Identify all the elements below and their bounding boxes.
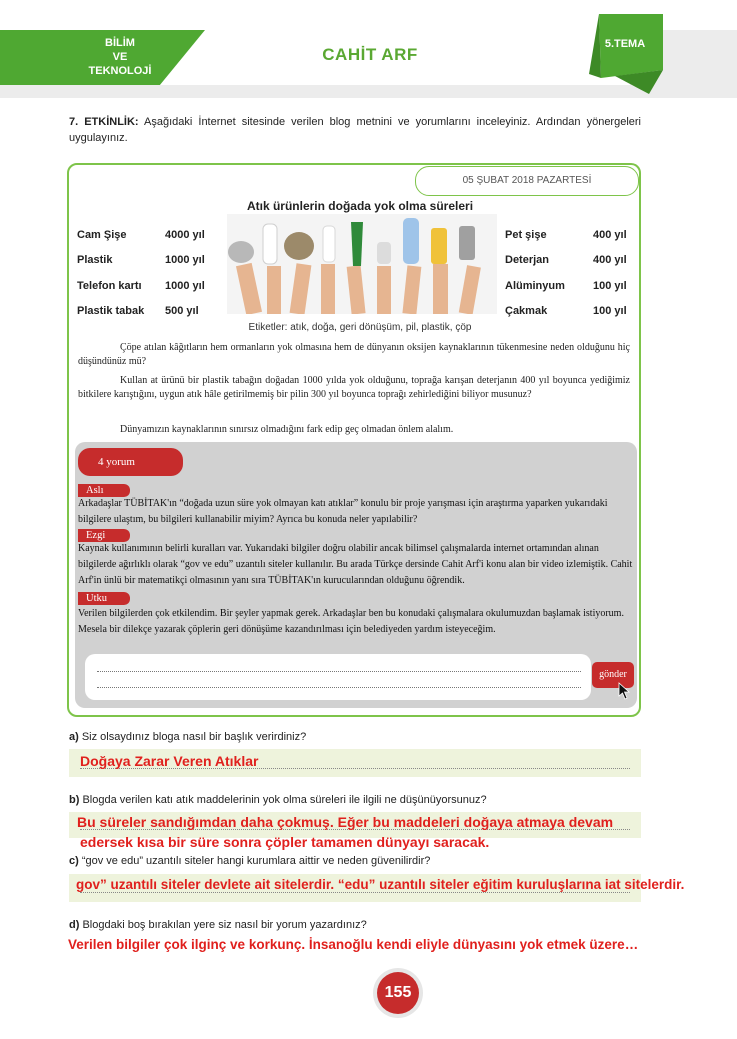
answer-text: Bu süreler sandığımdan daha çokmuş. Eğer bu maddeleri doğaya atmaya devam <box>77 814 614 830</box>
blog-paragraph: Dünyamızın kaynaklarının sınırsız olmadığını fark edip geç olmadan önlem alalım. <box>120 424 454 435</box>
question-label: c) <box>69 855 79 867</box>
question-label: a) <box>69 731 79 743</box>
blog-paragraph: Çöpe atılan kâğıtların hem ormanların yok olmasına hem de dünyanın oksijen kaynaklarının tükenmesine neden olduğunu hiç düşündünüz mü? <box>78 342 630 367</box>
header-subject <box>70 36 170 78</box>
item-label: Cam Şişe <box>77 229 127 241</box>
send-button[interactable]: gönder <box>592 662 634 688</box>
item-label: Pet şişe <box>505 229 547 241</box>
comment-author: Aslı <box>78 484 130 497</box>
comment-input[interactable] <box>85 654 591 700</box>
item-value: 100 yıl <box>593 280 627 292</box>
activity-instruction <box>69 114 641 146</box>
item-label: Plastik tabak <box>77 305 145 317</box>
item-label: Alüminyum <box>505 280 565 292</box>
header-subject-line: BİLİM <box>105 37 135 49</box>
item-value: 100 yıl <box>593 305 627 317</box>
question-a <box>69 731 629 743</box>
page-number: 155 <box>377 972 419 1014</box>
question-label: d) <box>69 919 80 931</box>
theme-flag <box>585 14 663 94</box>
waste-items-photo <box>227 214 497 314</box>
item-value: 1000 yıl <box>165 280 205 292</box>
comment-author: Ezgi <box>78 529 130 542</box>
item-value: 400 yıl <box>593 254 627 266</box>
item-label: Telefon kartı <box>77 280 142 292</box>
blog-date: 05 ŞUBAT 2018 PAZARTESİ <box>415 166 639 196</box>
question-text: Siz olsaydınız bloga nasıl bir başlık verirdiniz? <box>78 731 307 743</box>
page-title: CAHİT ARF <box>322 45 418 64</box>
theme-label: 5.TEMA <box>604 38 646 50</box>
question-text: Blogda verilen katı atık maddelerinin yok olma süreleri ile ilgili ne düşünüyorsunuz? <box>79 794 487 806</box>
item-value: 400 yıl <box>593 229 627 241</box>
question-b <box>69 794 629 806</box>
comment-text: Kaynak kullanımının belirli kuralları var. Yukarıdaki bilgiler doğru olabilir ancak bilimsel çalışmalarda internet ortamından alınan bilgilerde ağırlıklı olarak “gov ve edu” uzantılı siteler kullanılır. Bu arada Türkçe dersinde Cahit Arf'i konu alan bir video izlemiştik. Cahit Arf'in ünlü bir matematikçi olmasının yanı sıra TÜBİTAK'ın kurucularından olduğunu öğrendik. <box>78 543 633 586</box>
item-value: 1000 yıl <box>165 254 205 266</box>
input-line <box>97 687 581 688</box>
comment-text: Verilen bilgilerden çok etkilendim. Bir şeyler yapmak gerek. Arkadaşlar ben bu konudaki çalışmalara okulumuzdan başlamak istiyorum. Mesela bir dilekçe yazarak çöplerin geri dönüşüme kazandırılması için belediyeden yardım isteyeceğim. <box>78 608 624 635</box>
header-subject-line: VE <box>112 51 128 63</box>
question-label: b) <box>69 794 80 806</box>
input-line <box>97 671 581 672</box>
blog-paragraph: Kullan at ürünü bir plastik tabağın doğadan 1000 yılda yok olduğunu, toprağa karışan deterjanın 400 yıl boyunca yediğimiz bitkilere karıştığını, uygun atık hâle getirilmemiş bir pilin 300 yıl boyunca toprağı zehirlediğini biliyor musunuz? <box>78 375 630 400</box>
question-text: “gov ve edu” uzantılı siteler hangi kurumlara aittir ve neden güvenilirdir? <box>78 855 431 867</box>
question-text: Blogdaki boş bırakılan yere siz nasıl bir yorum yazardınız? <box>79 919 367 931</box>
answer-text: Doğaya Zarar Veren Atıklar <box>80 753 259 769</box>
item-value: 4000 yıl <box>165 229 205 241</box>
comment-text: Arkadaşlar TÜBİTAK'ın “doğada uzun süre yok olmayan katı atıklar” konulu bir proje yarışması için araştırma yaparken yukarıdaki bilgilere ulaştım, bu bilgileri kullanabilir miyim? Ayrıca bu konuda neler yapılabilir? <box>78 498 608 525</box>
question-c <box>69 855 629 867</box>
mouse-cursor-icon <box>618 682 632 700</box>
answer-text: edersek kısa bir süre sonra çöpler tamamen dünyayı saracak. <box>80 834 490 850</box>
header-subject-line: TEKNOLOJİ <box>88 65 152 77</box>
question-d <box>69 919 629 931</box>
comment-author: Utku <box>78 592 130 605</box>
blog-title: Atık ürünlerin doğada yok olma süreleri <box>246 199 474 213</box>
answer-line <box>80 892 630 893</box>
comment-count[interactable]: 4 yorum <box>78 448 183 476</box>
activity-label: 7. ETKİNLİK: <box>69 116 139 128</box>
item-value: 500 yıl <box>165 305 199 317</box>
blog-tags[interactable]: Etiketler: atık, doğa, geri dönüşüm, pil, plastik, çöp <box>248 322 472 333</box>
item-label: Deterjan <box>505 254 550 266</box>
answer-text: Verilen bilgiler çok ilginç ve korkunç. İnsanoğlu kendi eliyle dünyasını yok etmek üzere… <box>68 937 639 952</box>
answer-text: gov” uzantılı siteler devlete ait sitelerdir. “edu” uzantılı siteler eğitim kuruluşlarına iat sitelerdir. <box>76 877 685 892</box>
item-label: Plastik <box>77 254 113 266</box>
activity-text: Aşağıdaki İnternet sitesinde verilen blog metnini ve yorumlarını inceleyiniz. Ardından yönergeleri uygulayınız. <box>69 116 641 144</box>
item-label: Çakmak <box>505 305 548 317</box>
